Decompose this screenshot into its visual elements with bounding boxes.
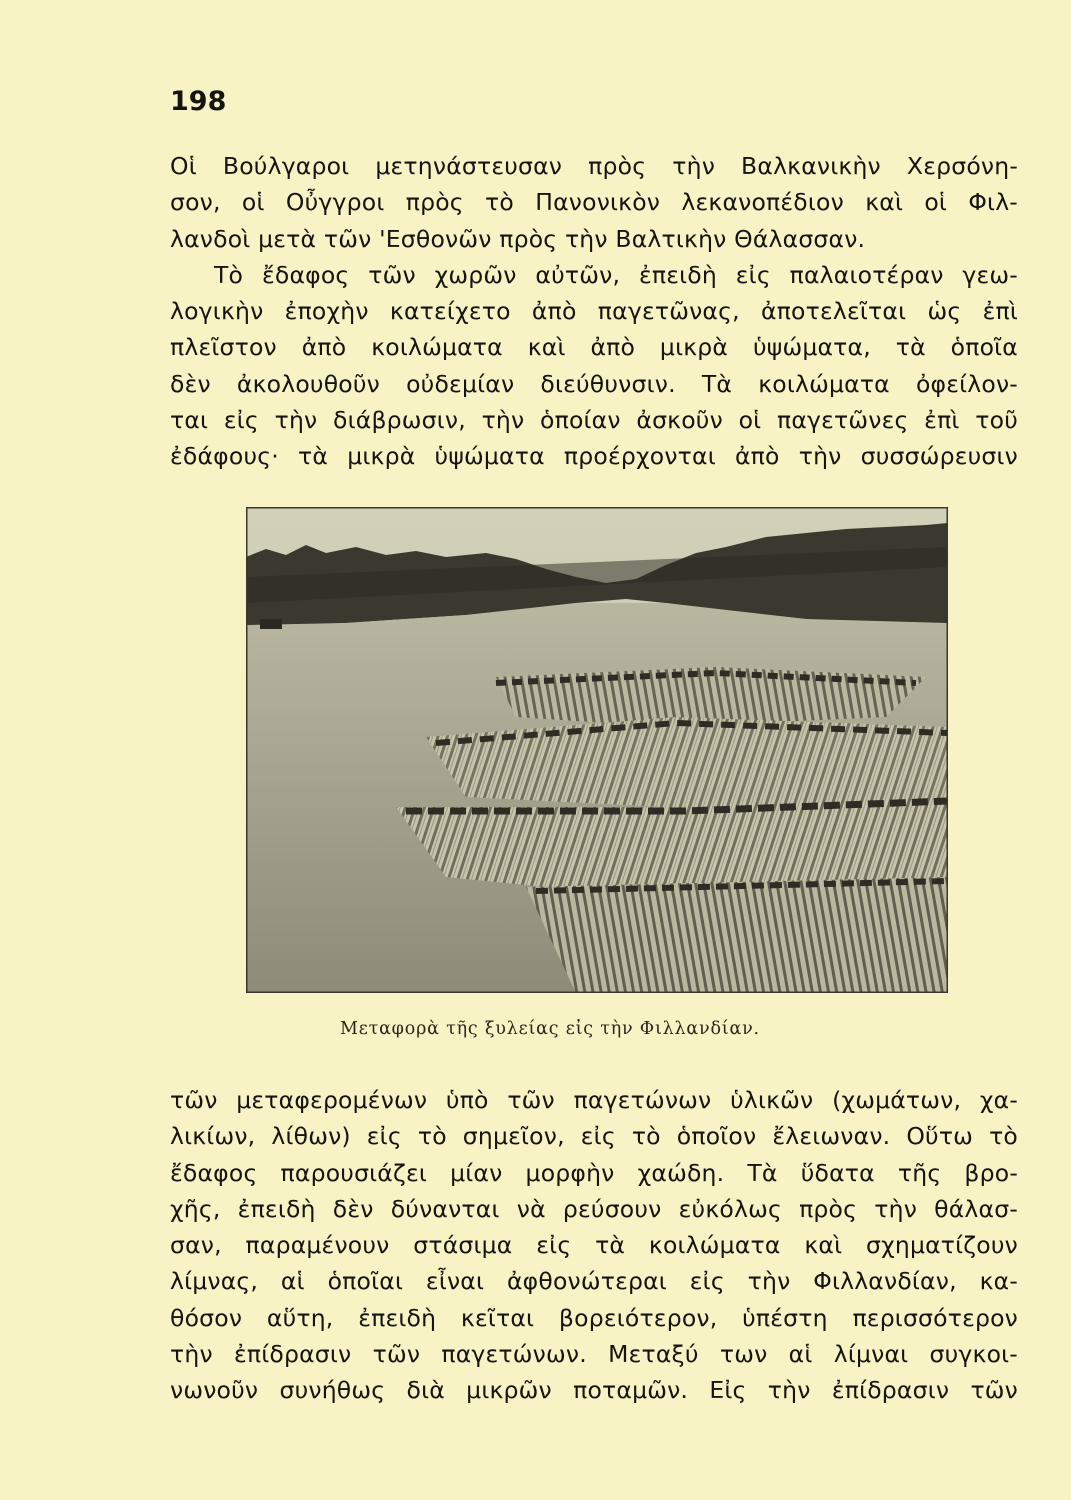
text-line: θόσον αὕτη, ἐπειδὴ κεῖται βορειότερον, ὑπέστη περισσότερον (170, 1303, 1018, 1332)
text-line: τῶν μεταφερομένων ὑπὸ τῶν παγετώνων ὑλικῶν (χωμάτων, χα- (170, 1086, 1018, 1114)
text-line: σον, οἱ Οὖγγροι πρὸς τὸ Πανονικὸν λεκανοπέδιον καὶ οἱ Φιλ- (170, 188, 1018, 217)
text-line: λογικὴν ἐποχὴν κατείχετο ἀπὸ παγετῶνας, ἀποτελεῖται ὡς ἐπὶ (170, 297, 1018, 326)
text-line: σαν, παραμένουν στάσιμα εἰς τὰ κοιλώματα καὶ σχηματίζουν (170, 1231, 1018, 1260)
text-line: νωνοῦν συνήθως διὰ μικρῶν ποταμῶν. Εἰς τὴν ἐπίδρασιν τῶν (170, 1376, 1018, 1405)
text-line: λίμνας, αἱ ὁποῖαι εἶναι ἀφθονώτεραι εἰς τὴν Φιλλανδίαν, κα- (170, 1267, 1018, 1296)
text-line: πλεῖστον ἀπὸ κοιλώματα καὶ ἀπὸ μικρὰ ὑψώματα, τὰ ὁποῖα (170, 333, 1018, 362)
text-line: χῆς, ἐπειδὴ δὲν δύνανται νὰ ρεύσουν εὐκόλως πρὸς τὴν θάλασ- (170, 1194, 1018, 1223)
text-line: ἔδαφος παρουσιάζει μίαν μορφὴν χαώδη. Τὰ ὕδατα τῆς βρο- (170, 1158, 1018, 1187)
paragraph-bottom (170, 1082, 1018, 1409)
photograph-timber-floating (246, 507, 948, 993)
paragraph-top (170, 148, 1018, 475)
text-line: Οἱ Βούλγαροι μετηνάστευσαν πρὸς τὴν Βαλκανικὴν Χερσόνη- (170, 152, 1018, 180)
text-line: λανδοὶ μετὰ τῶν 'Εσθονῶν πρὸς τὴν Βαλτικὴν Θάλασσαν. (170, 224, 866, 253)
text-line: δὲν ἀκολουθοῦν οὐδεμίαν διεύθυνσιν. Τὰ κοιλώματα ὀφείλον- (170, 369, 1018, 398)
text-line: τὴν ἐπίδρασιν τῶν παγετώνων. Μεταξύ των αἱ λίμναι συγκοι- (170, 1340, 1018, 1369)
photo-caption: Μεταφορὰ τῆς ξυλείας εἰς τὴν Φιλλανδίαν. (340, 1019, 760, 1039)
page-number: 198 (170, 86, 227, 117)
text-line: ἐδάφους· τὰ μικρὰ ὑψώματα προέρχονται ἀπὸ τὴν συσσώρευσιν (170, 442, 1018, 471)
text-line: Τὸ ἔδαφος τῶν χωρῶν αὐτῶν, ἐπειδὴ εἰς παλαιοτέραν γεω- (214, 260, 1018, 289)
text-line: λικίων, λίθων) εἰς τὸ σημεῖον, εἰς τὸ ὁποῖον ἔλειωναν. Οὕτω τὸ (170, 1122, 1018, 1151)
text-line: ται εἰς τὴν διάβρωσιν, τὴν ὁποίαν ἀσκοῦν οἱ παγετῶνες ἐπὶ τοῦ (170, 406, 1018, 435)
